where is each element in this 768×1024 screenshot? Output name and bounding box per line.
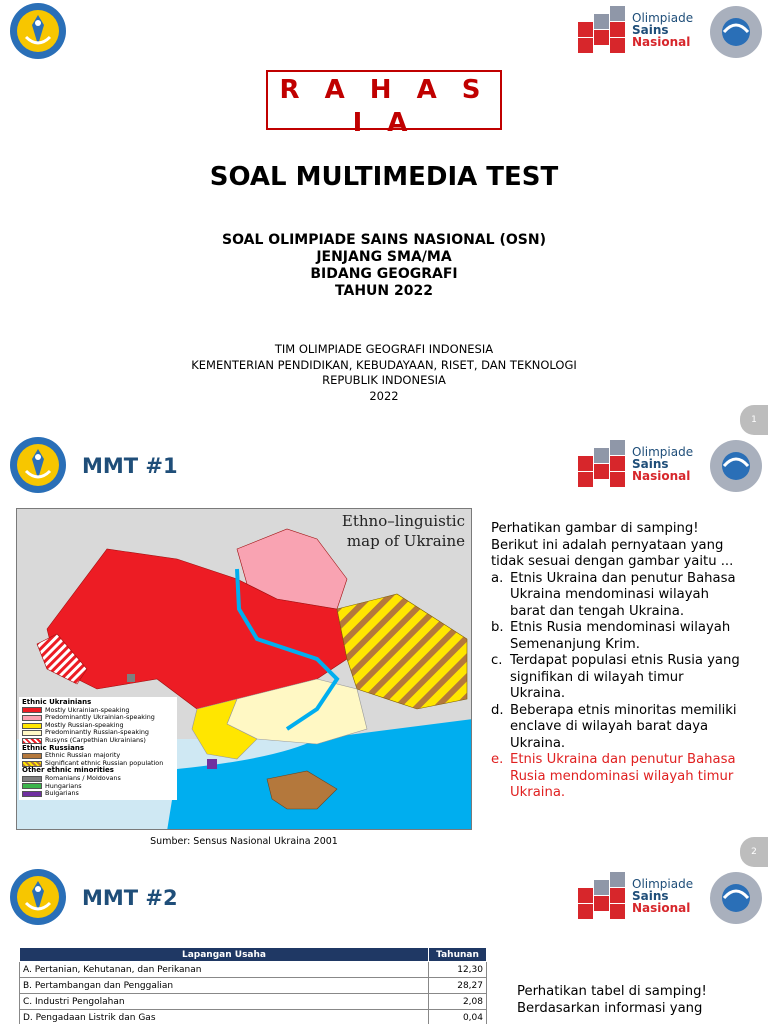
team-line: REPUBLIK INDONESIA <box>322 373 446 387</box>
gdp-table <box>19 947 487 1024</box>
kemdikbud-logo-icon <box>8 867 68 927</box>
question-block <box>491 521 741 802</box>
team-line: 2022 <box>369 388 399 403</box>
osn-logo <box>574 2 764 64</box>
team-block <box>0 342 768 404</box>
legend-label: Rusyns (Carpethian Ukrainians) <box>45 735 146 744</box>
subtitle-line: BIDANG GEOGRAFI <box>310 266 458 282</box>
answer-option-d[interactable] <box>491 703 741 753</box>
table-header-row <box>20 948 487 962</box>
option-label: d. <box>491 702 504 718</box>
romanians-enclave <box>127 674 135 682</box>
osn-logo-line3: Nasional <box>632 901 691 915</box>
osn-logo-line1: Olimpiade <box>632 877 694 891</box>
confidential-stamp: R A H A S I A <box>266 70 502 130</box>
legend-swatch <box>22 776 42 782</box>
kemdikbud-logo-icon <box>8 435 68 495</box>
slide-mmt-1 <box>0 432 768 864</box>
map-title-line: map of Ukraine <box>346 532 465 550</box>
kemdikbud-logo-icon <box>8 1 68 61</box>
table-cell: A. Pertanian, Kehutanan, dan Perikanan <box>20 962 429 978</box>
question-stem: Perhatikan tabel di samping! Berdasarkan informasi yang <box>517 984 707 1016</box>
column-header: Tahunan <box>429 948 487 962</box>
table-cell: 0,04 <box>429 1010 487 1024</box>
slide-mmt-2 <box>0 864 768 1024</box>
table-cell: 12,30 <box>429 962 487 978</box>
table-row <box>20 1010 487 1024</box>
option-text: Etnis Ukraina dan penutur Bahasa Ukraina mendominasi wilayah barat dan tengah Ukraina. <box>510 570 736 619</box>
legend-swatch <box>22 783 42 789</box>
slide-cover <box>0 0 768 432</box>
legend-swatch <box>22 723 42 729</box>
map-source-caption: Sumber: Sensus Nasional Ukraina 2001 <box>150 836 338 847</box>
legend-label: Mostly Russian-speaking <box>45 720 124 729</box>
subtitle-line: JENJANG SMA/MA <box>316 249 452 265</box>
answer-option-c[interactable] <box>491 653 741 703</box>
slide-title: MMT #2 <box>82 886 178 910</box>
page-title: SOAL MULTIMEDIA TEST <box>209 162 559 192</box>
legend-swatch <box>22 715 42 721</box>
osn-logo-line1: Olimpiade <box>632 11 694 25</box>
option-label: c. <box>491 653 503 668</box>
table-row <box>20 978 487 994</box>
legend-label: Ethnic Russian majority <box>45 751 121 760</box>
subtitle-block <box>0 232 768 300</box>
map-legend <box>19 697 177 800</box>
option-text: Terdapat populasi etnis Rusia yang signifikan di wilayah timur Ukraina. <box>510 653 740 701</box>
answer-option-e[interactable] <box>491 752 741 802</box>
legend-swatch <box>22 791 42 797</box>
subtitle-line: SOAL OLIMPIADE SAINS NASIONAL (OSN) <box>222 232 546 248</box>
legend-label: Significant ethnic Russian population <box>45 758 164 767</box>
osn-logo-line2: Sains <box>632 889 669 903</box>
legend-label: Bulgarians <box>45 789 79 798</box>
legend-swatch <box>22 753 42 759</box>
table-cell: C. Industri Pengolahan <box>20 994 429 1010</box>
legend-item <box>22 790 174 798</box>
page-number-badge: 1 <box>740 405 768 435</box>
answer-option-a[interactable] <box>491 571 741 621</box>
osn-logo-line2: Sains <box>632 23 669 37</box>
legend-header: Other ethnic minorities <box>22 766 114 775</box>
option-text: Etnis Rusia mendominasi wilayah Semenanjung Krim. <box>510 620 731 652</box>
option-label: a. <box>491 570 504 586</box>
legend-swatch <box>22 730 42 736</box>
option-label: e. <box>491 752 504 767</box>
table-cell: D. Pengadaan Listrik dan Gas <box>20 1010 429 1024</box>
legend-label: Hungarians <box>45 781 82 790</box>
option-text: Etnis Ukraina dan penutur Bahasa Rusia mendominasi wilayah timur Ukraina. <box>510 752 736 800</box>
table-row <box>20 962 487 978</box>
legend-label: Predominantly Ukrainian-speaking <box>45 713 155 722</box>
table-row <box>20 994 487 1010</box>
answer-options <box>491 571 741 802</box>
option-label: b. <box>491 620 504 635</box>
ukraine-ethnolinguistic-map <box>16 508 472 830</box>
map-title <box>342 511 465 551</box>
question-stem: Perhatikan gambar di samping! Berikut ini adalah pernyataan yang tidak sesuai dengan gambar yaitu ... <box>491 521 734 569</box>
legend-label: Mostly Ukrainian-speaking <box>45 705 130 714</box>
team-line: TIM OLIMPIADE GEOGRAFI INDONESIA <box>274 342 494 356</box>
legend-swatch <box>22 738 42 744</box>
answer-option-b[interactable] <box>491 620 741 653</box>
slide-title: MMT #1 <box>82 454 178 478</box>
osn-logo-line3: Nasional <box>632 469 691 483</box>
legend-header: Ethnic Russians <box>22 743 85 752</box>
map-title-line: Ethno–linguistic <box>341 512 465 530</box>
osn-logo-line3: Nasional <box>632 35 691 49</box>
osn-logo <box>574 868 764 930</box>
osn-logo <box>574 436 764 498</box>
bulgarians-enclave <box>207 759 217 769</box>
team-line: KEMENTERIAN PENDIDIKAN, KEBUDAYAAN, RISET, DAN TEKNOLOGI <box>191 357 577 372</box>
option-text: Beberapa etnis minoritas memiliki enclave di wilayah barat daya Ukraina. <box>510 702 737 751</box>
legend-label: Romanians / Moldovans <box>45 773 121 782</box>
subtitle-line: TAHUN 2022 <box>335 283 433 299</box>
page-number-badge: 2 <box>740 837 768 867</box>
table-cell: 28,27 <box>429 978 487 994</box>
legend-swatch <box>22 707 42 713</box>
legend-header: Ethnic Ukrainians <box>22 698 92 706</box>
table-cell: 2,08 <box>429 994 487 1010</box>
osn-logo-line2: Sains <box>632 457 669 471</box>
osn-logo-line1: Olimpiade <box>632 445 694 459</box>
column-header: Lapangan Usaha <box>20 948 429 962</box>
table-cell: B. Pertambangan dan Penggalian <box>20 978 429 994</box>
legend-label: Predominantly Russian-speaking <box>45 728 149 737</box>
